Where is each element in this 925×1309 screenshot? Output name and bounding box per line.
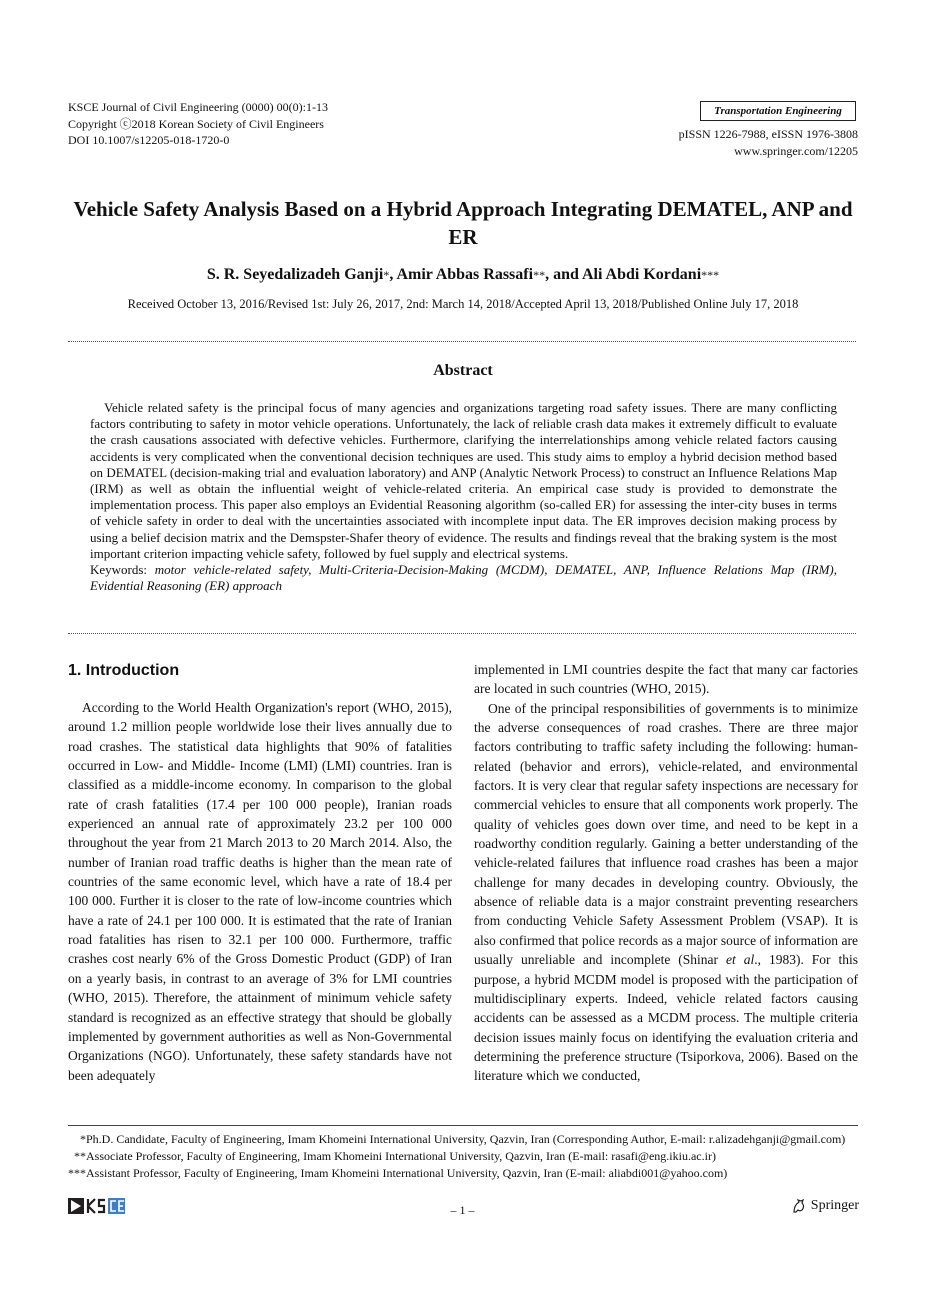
doi-line: DOI 10.1007/s12205-018-1720-0	[68, 133, 230, 147]
body-column-right	[474, 660, 858, 1086]
abstract-block	[90, 400, 837, 594]
issn-block	[679, 126, 858, 159]
body-column-left	[68, 660, 452, 1085]
abstract-heading: Abstract	[433, 362, 493, 379]
author-mark: ***	[701, 268, 720, 282]
springer-horse-icon	[791, 1198, 807, 1214]
body-text: ., 1983). For this purpose, a hybrid MCDM model is proposed with the participation of multidisciplinary experts. Indeed, vehicle related factors causing accidents can be assessed as a MCDM process. The multiple criteria decision issues mainly focus on identifying the evaluation criteria and determining the preference structure (Tsiporkova, 2006). Based on the literature which we conducted,	[474, 952, 859, 1084]
publisher-name: Springer	[810, 1198, 859, 1213]
author-name: Ali Abdi Kordani	[581, 266, 702, 283]
keywords-label: Keywords:	[90, 562, 148, 578]
author-separator: , and	[545, 266, 582, 283]
body-text: One of the principal responsibilities of governments is to minimize the adverse consequences of road crashes. There are three major factors contributing to traffic safety including the following: human-related (behavior and errors), vehicle-related, and environmental factors. It is very clear that regular safety inspections are necessary for commercial vehicles to ensure that all components work properly. The quality of vehicles goes down over time, and need to be kept in a roadworthy condition regularly. Gaining a better understanding of the vehicle-related failures that influence road crashes has been a major challenge for many decades in developing country. Obviously, the absence of reliable data is a major constraint preventing researchers from conducting Vehicle Safety Assessment Problem (VSAP). It is also confirmed that police records as a major source of information are usually unreliable and incomplete (Shinar	[474, 700, 858, 968]
footnote-author-1: *Ph.D. Candidate, Faculty of Engineering, Imam Khomeini International University, Qazvin, Iran (Corresponding Author, E-mail: r.alizadehganji@gmail.com)	[80, 1132, 846, 1146]
author-mark: *	[383, 268, 390, 282]
author-footnotes	[68, 1131, 868, 1182]
keywords-line	[90, 562, 837, 594]
keywords-list: motor vehicle-related safety, Multi-Criteria-Decision-Making (MCDM), DEMATEL, ANP, Influence Relations Map (IRM), Evidential Reasoning (ER) approach	[90, 562, 837, 594]
abstract-text: Vehicle related safety is the principal focus of many agencies and organizations targeting road safety issues. There are many conflicting factors contributing to safety in motor vehicle operations. Unfortunately, the lack of reliable crash data makes it extremely difficult to evaluate the crash causations associated with defective vehicles. Furthermore, clarifying the interrelationships among vehicle related factors causing accidents is very complicated when the conventional decision techniques are used. This study aims to employ a hybrid decision method based on DEMATEL (decision-making trial and evaluation laboratory) and ANP (Analytic Network Process) to construct an Influence Relations Map (IRM) as well as obtain the influential weight of vehicle-related criteria. An empirical case study is provided to demonstrate the implementation process. This paper also employs an Evidential Reasoning algorithm (so-called ER) for assessing the inter-city buses in terms of vehicle safety in order to deal with the uncertainties associated with incomplete input data. The ER improves decision making process by using a belief decision matrix and the Demspster-Shafer theory of evidence. The results and findings reveal that the braking system is the most important criterion impacting vehicle safety, followed by fuel supply and electrical systems.	[90, 400, 837, 561]
copyright-line: Copyright ⓒ2018 Korean Society of Civil Engineers	[68, 116, 324, 131]
body-paragraph-continued: implemented in LMI countries despite the fact that many car factories are located in such countries (WHO, 2015).	[474, 662, 858, 697]
page-number: – 1 –	[450, 1203, 475, 1217]
received-dates: Received October 13, 2016/Revised 1st: July 26, 2017, 2nd: March 14, 2018/Accepted April 13, 2018/Published Online July 17, 2018	[127, 297, 799, 311]
divider-top	[68, 341, 856, 342]
author-name: Amir Abbas Rassafi	[396, 266, 534, 283]
citation-etal: et al	[726, 952, 755, 968]
journal-header	[68, 99, 328, 149]
springer-logo	[791, 1198, 859, 1214]
section-badge: Transportation Engineering	[700, 101, 856, 121]
journal-line: KSCE Journal of Civil Engineering (0000) 00(0):1-13	[68, 100, 328, 114]
section-heading-introduction: 1. Introduction	[68, 662, 180, 679]
footnote-rule	[68, 1125, 858, 1126]
author-mark: **	[533, 268, 546, 282]
divider-bottom	[68, 633, 856, 634]
author-name: S. R. Seyedalizadeh Ganji	[206, 266, 384, 283]
body-paragraph	[474, 699, 858, 1086]
issn-line: pISSN 1226-7988, eISSN 1976-3808	[678, 127, 858, 141]
footnote-author-2: **Associate Professor, Faculty of Engineering, Imam Khomeini International University, Qazvin, Iran (E-mail: rasafi@eng.ikiu.ac.ir)	[74, 1149, 716, 1163]
paper-title: Vehicle Safety Analysis Based on a Hybrid Approach Integrating DEMATEL, ANP and ER	[73, 197, 853, 249]
footnote-author-3: ***Assistant Professor, Faculty of Engineering, Imam Khomeini International University, Qazvin, Iran (E-mail: aliabdi001@yahoo.com)	[68, 1166, 728, 1180]
author-separator: ,	[389, 266, 397, 283]
journal-url[interactable]: www.springer.com/12205	[734, 143, 858, 158]
body-paragraph: According to the World Health Organization's report (WHO, 2015), around 1.2 million people worldwide lose their lives annually due to road crashes. The statistical data highlights that 90% of fatalities occurred in Low- and Middle- Income (LMI) (LMI) countries. Iran is classified as a middle-income economy. In comparison to the global rate of crash fatalities (17.4 per 100 000 people), Iranian roads experienced an annual rate of approximately 23.2 per 100 000 throughout the year from 21 March 2013 to 20 March 2014. Also, the number of Iranian road traffic deaths is higher than the mean rate of countries of the same economic level, which have a rate of 18.4 per 100 000. Further it is closer to the rate of low-income countries which have a rate of 24.1 per 100 000. It is estimated that the rate of Iranian road fatalities has risen to 32.1 per 100 000. Furthermore, traffic crashes cost nearly 6% of the Gross Domestic Product (GDP) of Iran on a yearly basis, in contrast to an average of 3% for LMI countries (WHO, 2015). Therefore, the attainment of minimum vehicle safety standard is recognized as an effective strategy that should be globally implemented by government authorities as well as Non-Governmental Organizations (NGO). Unfortunately, these safety standards have not been adequately	[68, 700, 452, 1083]
author-list	[68, 266, 858, 284]
